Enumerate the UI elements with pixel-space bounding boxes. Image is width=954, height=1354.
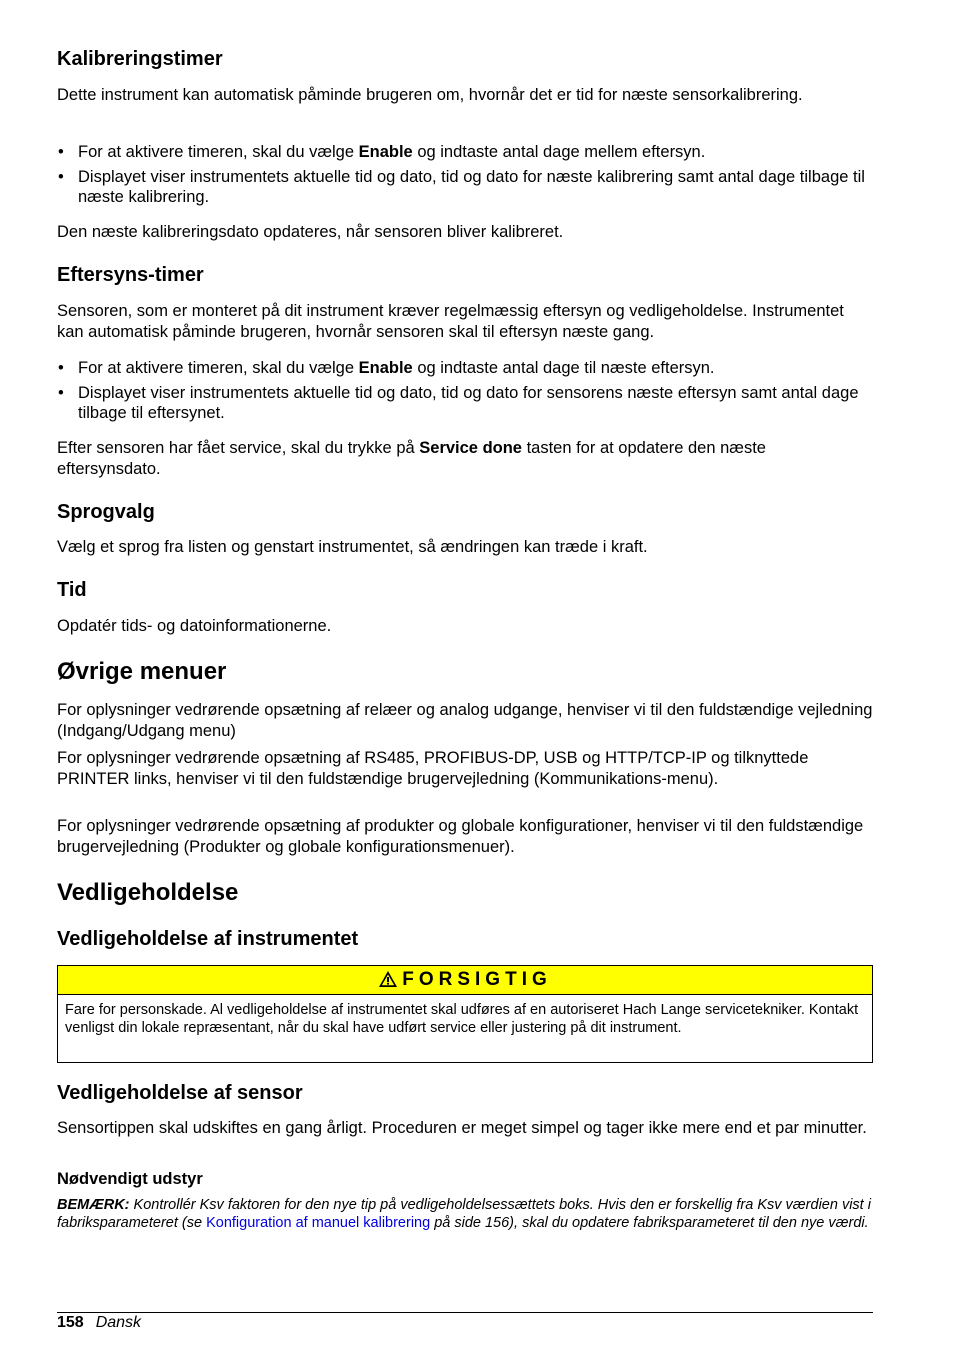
heading-vedligeholdelse-sensor: Vedligeholdelse af sensor bbox=[57, 1082, 303, 1104]
eftersyn-outro: Efter sensoren har fået service, skal du trykke på Service done tasten for at opdatere den næste eftersynsdato. bbox=[57, 439, 766, 478]
ovrige-paragraph-2: For oplysninger vedrørende opsætning af RS485, PROFIBUS-DP, USB og HTTP/TCP-IP og tilknyttede PRINTER links, henviser vi til den fuldstændige brugervejledning (Kommunikations-menu). bbox=[57, 749, 809, 788]
eftersyn-intro: Sensoren, som er monteret på dit instrument kræver regelmæssig eftersyn og vedligeholdelse. Instrumentet kan automatisk påminde brugeren, hvornår sensoren skal til eftersyn næste gang. bbox=[57, 302, 844, 341]
list-item: • Displayet viser instrumentets aktuelle tid og dato, tid og dato for næste kalibrering samt antal dage tilbage til næste kalibrering. bbox=[58, 167, 865, 206]
calibration-link[interactable]: Konfiguration af manuel kalibrering bbox=[206, 1215, 431, 1231]
footer-language: Dansk bbox=[95, 1314, 142, 1331]
caution-title: FORSIGTIG bbox=[402, 969, 552, 990]
caution-box bbox=[57, 965, 873, 1063]
caution-text: Fare for personskade. Al vedligeholdelse af instrumentet skal udføres af en autoriseret Hach Lange servicetekniker. Kontakt venligst din lokale repræsentant, når du skal have udført service eller justering på dit instrument. bbox=[65, 1002, 859, 1036]
page-footer bbox=[57, 1313, 141, 1333]
ovrige-paragraph-1: For oplysninger vedrørende opsætning af relæer og analog udgange, henviser vi til den fuldstændige vejledning (Indgang/Udgang menu) bbox=[57, 701, 873, 740]
sprogvalg-text: Vælg et sprog fra listen og genstart instrumentet, så ændringen kan træde i kraft. bbox=[57, 538, 648, 556]
kalibrering-outro: Den næste kalibreringsdato opdateres, når sensoren bliver kalibreret. bbox=[57, 223, 564, 241]
warning-triangle-icon bbox=[378, 970, 398, 988]
kalibrering-bullets bbox=[57, 142, 873, 212]
kalibrering-intro: Dette instrument kan automatisk påminde brugeren om, hvornår det er tid for næste sensorkalibrering. bbox=[57, 86, 803, 104]
footer-divider bbox=[57, 1312, 873, 1313]
tid-text: Opdatér tids- og datoinformationerne. bbox=[57, 617, 332, 635]
list-item: • For at aktivere timeren, skal du vælge Enable og indtaste antal dage mellem eftersyn. bbox=[58, 143, 706, 161]
list-item: • Displayet viser instrumentets aktuelle tid og dato, tid og dato for sensorens næste eftersyn samt antal dage tilbage til eftersynet. bbox=[58, 383, 859, 422]
heading-sprogvalg: Sprogvalg bbox=[57, 501, 155, 523]
page-number: 158 bbox=[57, 1314, 84, 1331]
heading-ovrige-menuer: Øvrige menuer bbox=[57, 658, 227, 685]
heading-nodvendigt-udstyr: Nødvendigt udstyr bbox=[57, 1170, 203, 1188]
heading-vedligeholdelse: Vedligeholdelse bbox=[57, 879, 239, 906]
caution-header bbox=[58, 966, 872, 995]
list-item: • For at aktivere timeren, skal du vælge Enable og indtaste antal dage til næste eftersyn. bbox=[58, 359, 715, 377]
heading-tid: Tid bbox=[57, 579, 87, 601]
note-label: BEMÆRK: bbox=[57, 1197, 130, 1213]
ovrige-paragraph-3: For oplysninger vedrørende opsætning af produkter og globale konfigurationer, henviser vi til den fuldstændige brugervejledning (Produkter og globale konfigurationsmenuer). bbox=[57, 817, 864, 856]
note-paragraph: BEMÆRK: Kontrollér Ksv faktoren for den nye tip på vedligeholdelsessættets boks. Hvis den er forskellig fra Ksv værdien vist i fabriksparameteret (se Konfiguration af manuel kalibrering på side 156), skal du opdatere fabriksparameteret til den nye værdi. bbox=[57, 1197, 871, 1231]
heading-vedligeholdelse-instrument: Vedligeholdelse af instrumentet bbox=[57, 928, 359, 950]
heading-eftersyns-timer: Eftersyns-timer bbox=[57, 264, 204, 286]
sensor-text: Sensortippen skal udskiftes en gang årligt. Proceduren er meget simpel og tager ikke mere end et par minutter. bbox=[57, 1119, 867, 1137]
eftersyn-bullets bbox=[57, 358, 873, 428]
heading-kalibreringstimer: Kalibreringstimer bbox=[57, 48, 223, 70]
